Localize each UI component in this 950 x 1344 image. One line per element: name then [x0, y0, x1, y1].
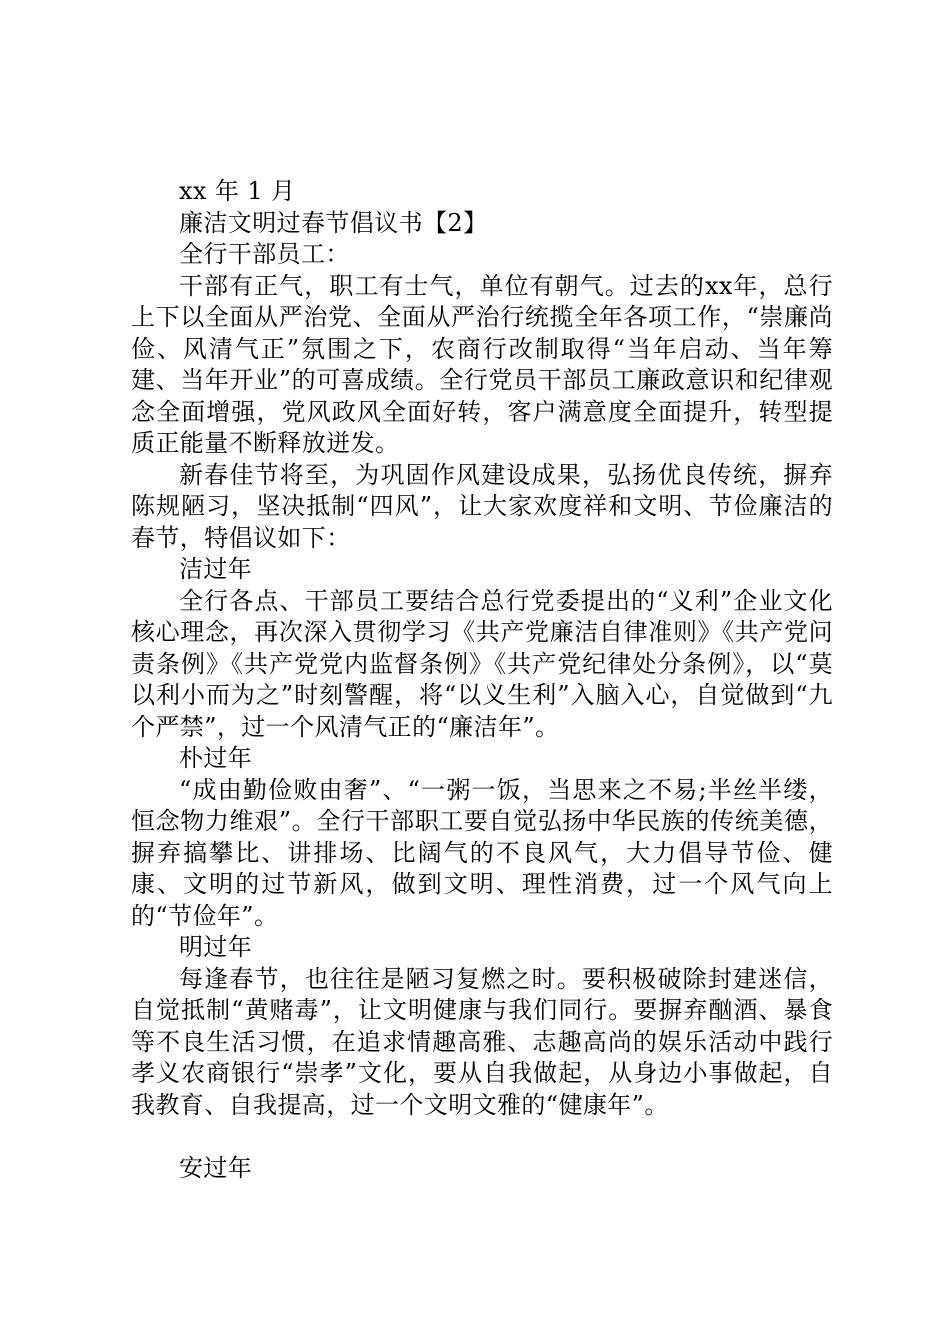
section-heading-clean: 洁过年	[179, 555, 253, 583]
section-body-civilized: 每逢春节，也往往是陋习复燃之时。要积极破除封建迷信，自觉抵制“黄赌毒”，让文明健康与我们同行。要摒弃酗酒、暴食等不良生活习惯，在追求情趣高雅、志趣高尚的娱乐活动中践行孝义农商银行“崇孝”文化，要从自我做起，从身边小事做起，自我教育、自我提高，过一个文明文雅的“健康年”。	[131, 964, 833, 1119]
document-body	[131, 176, 833, 1184]
section-heading-civilized: 明过年	[179, 933, 253, 961]
salutation: 全行干部员工：	[179, 240, 350, 268]
date-line: xx 年 1 月	[179, 177, 296, 205]
section-heading-safe: 安过年	[179, 1153, 253, 1182]
section-heading-frugal: 朴过年	[179, 744, 253, 772]
section-body-clean: 全行各点、干部员工要结合总行党委提出的“义利”企业文化核心理念，再次深入贯彻学习《共产党廉洁自律准则》《共产党问责条例》《共产党党内监督条例》《共产党纪律处分条例》，以“莫以利小而为之”时刻警醒，将“以义生利”入脑入心，自觉做到“九个严禁”，过一个风清气正的“廉洁年”。	[131, 586, 833, 741]
section-body-frugal: “成由勤俭败由奢”、“一粥一饭，当思来之不易;半丝半缕，恒念物力维艰”。全行干部职工要自觉弘扬中华民族的传统美德，摒弃搞攀比、讲排场、比阔气的不良风气，大力倡导节俭、健康、文明的过节新风，做到文明、理性消费，过一个风气向上的“节俭年”。	[131, 775, 833, 930]
paragraph-gap	[131, 1121, 833, 1153]
proposal-paragraph: 新春佳节将至，为巩固作风建设成果，弘扬优良传统，摒弃陈规陋习，坚决抵制“四风”，让大家欢度祥和文明、节俭廉洁的春节，特倡议如下：	[131, 460, 833, 552]
document-title: 廉洁文明过春节倡议书【2】	[179, 208, 488, 237]
intro-paragraph: 干部有正气，职工有士气，单位有朝气。过去的xx年，总行上下以全面从严治党、全面从严治行统揽全年各项工作，“崇廉尚俭、风清气正”氛围之下，农商行改制取得“当年启动、当年筹建、当年开业”的可喜成绩。全行党员干部员工廉政意识和纪律观念全面增强，党风政风全面好转，客户满意度全面提升，转型提质正能量不断释放迸发。	[131, 271, 833, 457]
